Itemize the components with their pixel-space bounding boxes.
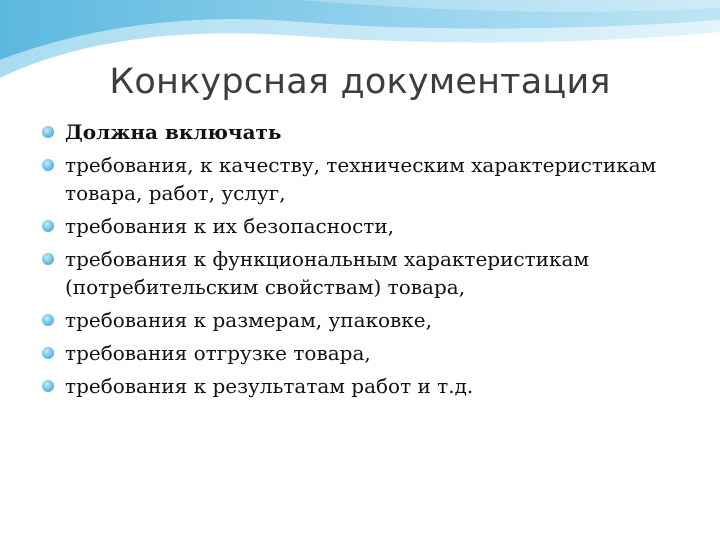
- bullet-text: требования к размерам, упаковке,: [65, 308, 433, 332]
- bullet-text: требования к их безопасности,: [65, 214, 395, 238]
- bullet-dot-icon: [42, 220, 54, 232]
- bullet-text: требования отгрузке товара,: [65, 341, 371, 365]
- bullet-dot-icon: [42, 347, 54, 359]
- bullet-item: [40, 151, 710, 207]
- bullet-text: требования к функциональным характеристикам (потребительским свойствам) товара,: [65, 247, 589, 299]
- bullet-dot-icon: [42, 314, 54, 326]
- bullet-text: требования к результатам работ и т.д.: [65, 374, 474, 398]
- bullet-dot-icon: [42, 253, 54, 265]
- bullet-text: Должна включать: [65, 120, 282, 144]
- bullet-list: [40, 118, 710, 405]
- bullet-dot-icon: [42, 159, 54, 171]
- bullet-dot-icon: [42, 126, 54, 138]
- bullet-item: [40, 372, 710, 400]
- bullet-item: [40, 212, 710, 240]
- bullet-text: требования, к качеству, техническим характеристикам товара, работ, услуг,: [65, 153, 657, 205]
- bullet-dot-icon: [42, 380, 54, 392]
- slide-title: Конкурсная документация: [109, 62, 611, 102]
- bullet-item: [40, 306, 710, 334]
- bullet-item: [40, 245, 710, 301]
- bullet-item: [40, 118, 710, 146]
- bullet-item: [40, 339, 710, 367]
